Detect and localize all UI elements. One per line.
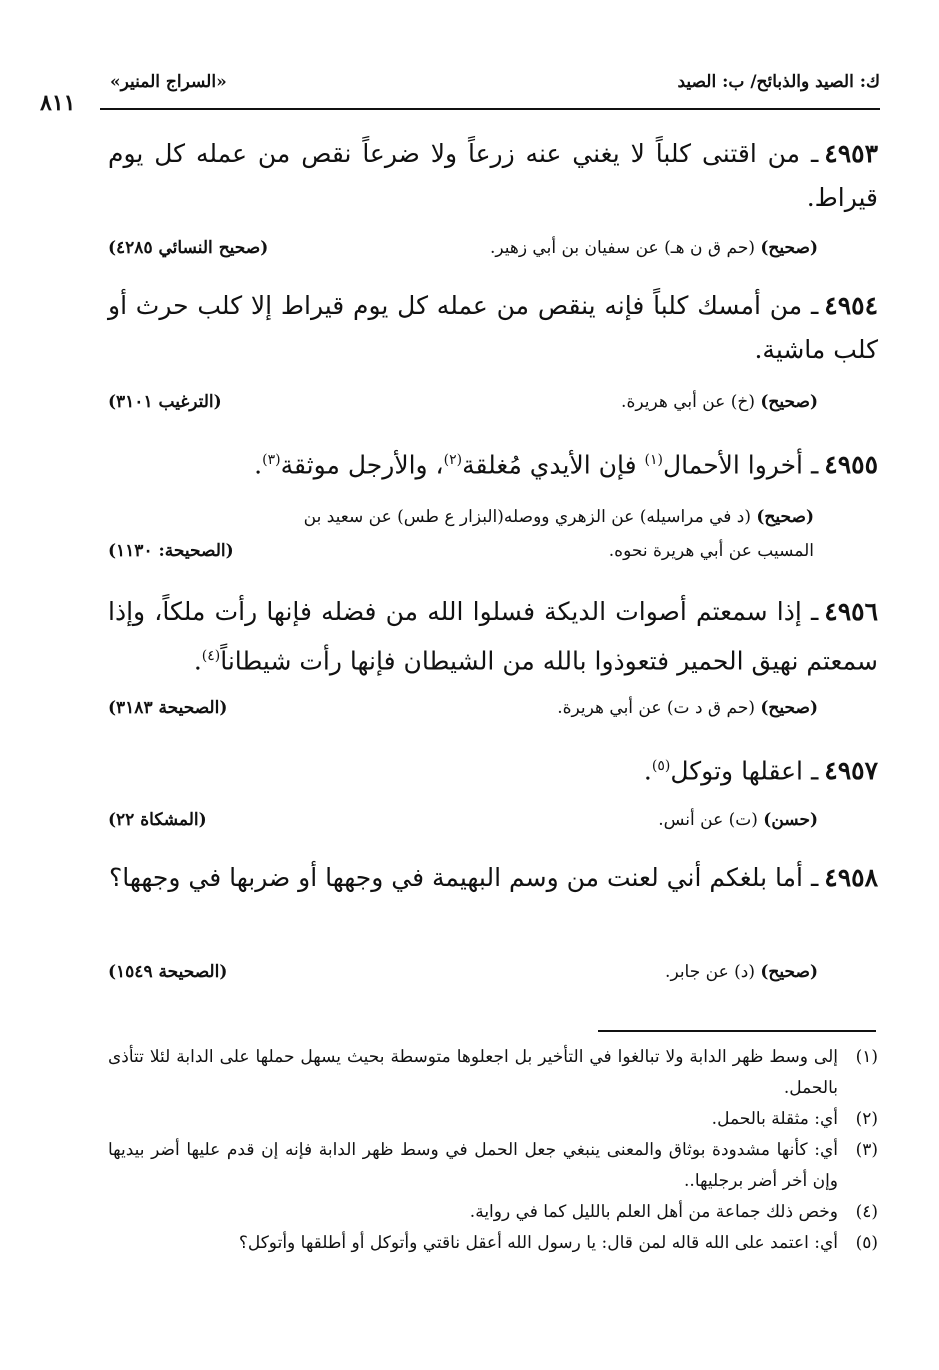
source-line bbox=[108, 962, 878, 990]
hadith-text: ـ من أمسك كلباً فإنه ينقص من عمله كل يوم قيراط إلا كلب حرث أو كلب ماشية. bbox=[108, 291, 878, 364]
chapter-title: ك: الصيد والذبائح/ ب: الصيد bbox=[677, 72, 880, 92]
narration: (د) عن جابر. bbox=[665, 962, 755, 982]
narration: (خ) عن أبي هريرة. bbox=[621, 392, 755, 412]
grade: (صحيح) bbox=[760, 238, 818, 258]
footnote-text: أي: كأنها مشدودة بوثاق والمعنى ينبغي جعل الحمل في وسط ظهر الدابة فإنه إن قدم عليها أضر بيديها وإن أخر أضر برجليها.. bbox=[108, 1140, 838, 1191]
grade: (حسن) bbox=[763, 810, 818, 830]
footnote-marker: (٥) bbox=[651, 758, 671, 774]
footnote-text: أي: مثقلة بالحمل. bbox=[711, 1109, 838, 1129]
grade: (صحيح) bbox=[760, 698, 818, 718]
reference: (الصحيحة: ١١٣٠) bbox=[108, 541, 234, 561]
hadith-text: ـ من اقتنى كلباً لا يغني عنه زرعاً ولا ضرعاً نقص من عمله كل يوم قيراط. bbox=[108, 139, 878, 212]
narration: (حم ق ن هـ) عن سفيان بن أبي زهير. bbox=[489, 238, 755, 258]
hadith-text: . bbox=[254, 450, 263, 480]
grade-line bbox=[621, 392, 818, 412]
book-title: «السراج المنير» bbox=[110, 72, 227, 92]
hadith-text: . bbox=[193, 646, 202, 676]
grade-line bbox=[658, 810, 818, 830]
hadith-number: ٤٩٥٦ bbox=[824, 597, 878, 626]
hadith-4954 bbox=[108, 284, 878, 372]
hadith-text: ـ أخروا الأحمال bbox=[662, 450, 819, 480]
footnote-number: (٢) bbox=[855, 1109, 878, 1129]
header-rule bbox=[100, 108, 880, 110]
reference: (المشكاة ٢٢) bbox=[108, 810, 207, 830]
grade: (صحيح) bbox=[760, 392, 818, 412]
source-line bbox=[108, 810, 878, 838]
hadith-text: ـ اعقلها وتوكل bbox=[670, 756, 819, 786]
narration: (د في مراسيله) عن الزهري ووصله(البزار ع طس) عن سعيد بن المسيب عن أبي هريرة نحوه. bbox=[303, 507, 814, 561]
hadith-text: ـ أما بلغكم أني لعنت من وسم البهيمة في وجهها أو ضربها في وجهها؟ bbox=[108, 863, 819, 892]
hadith-number: ٤٩٥٣ bbox=[824, 139, 878, 168]
footnote-text: إلى وسط ظهر الدابة ولا تبالغوا في التأخير بل اجعلوها متوسطة بحيث يسهل حملها على الدابة لئلا تتأذى بالحمل. bbox=[108, 1047, 838, 1098]
page-header bbox=[40, 72, 880, 116]
footnote-number: (٥) bbox=[855, 1233, 878, 1253]
footnote bbox=[108, 1104, 878, 1135]
hadith-number: ٤٩٥٤ bbox=[824, 291, 878, 320]
grade-line bbox=[557, 698, 818, 718]
hadith-4953 bbox=[108, 132, 878, 220]
hadith-number: ٤٩٥٨ bbox=[824, 863, 878, 892]
footnote-number: (٣) bbox=[855, 1140, 878, 1160]
hadith-4957 bbox=[108, 744, 878, 793]
hadith-4955 bbox=[108, 438, 878, 487]
hadith-text: . bbox=[643, 756, 652, 786]
footnote-text: أي: اعتمد على الله قاله لمن قال: يا رسول الله أعقل ناقتي وأتوكل أو أطلقها وأتوكل؟ bbox=[238, 1233, 838, 1253]
reference: (الصحيحة ١٥٤٩) bbox=[108, 962, 228, 982]
source-line bbox=[108, 238, 878, 266]
footnote-marker: (٣) bbox=[262, 452, 281, 468]
footnote-number: (٤) bbox=[855, 1202, 878, 1222]
source-line bbox=[108, 698, 878, 726]
narration: (حم ق د ت) عن أبي هريرة. bbox=[557, 698, 755, 718]
footnote-number: (١) bbox=[855, 1047, 878, 1067]
reference: (الترغيب ٣١٠١) bbox=[108, 392, 222, 412]
narration: (ت) عن أنس. bbox=[658, 810, 758, 830]
hadith-text: ـ إذا سمعتم أصوات الديكة فسلوا الله من فضله فإنها رأت ملكاً، وإذا سمعتم نهيق الحمير فتعوذوا بالله من الشيطان فإنها رأت شيطاناً bbox=[108, 597, 878, 676]
hadith-number: ٤٩٥٧ bbox=[824, 756, 878, 786]
grade: (صحيح) bbox=[760, 962, 818, 982]
hadith-text: ، والأرجل موثقة bbox=[280, 450, 444, 480]
footnote-marker: (٢) bbox=[443, 452, 463, 468]
hadith-number: ٤٩٥٥ bbox=[824, 450, 878, 480]
source-line bbox=[108, 392, 878, 420]
footnote bbox=[108, 1197, 878, 1228]
footnote-rule bbox=[598, 1030, 876, 1032]
hadith-4956 bbox=[108, 590, 878, 683]
page-number: ٨١١ bbox=[40, 90, 76, 116]
grade-line bbox=[665, 962, 818, 982]
footnote bbox=[108, 1042, 878, 1104]
source-line bbox=[108, 500, 878, 572]
footnote-text: وخص ذلك جماعة من أهل العلم بالليل كما في رواية. bbox=[469, 1202, 838, 1222]
footnote-marker: (٤) bbox=[201, 648, 221, 664]
grade: (صحيح) bbox=[756, 507, 814, 527]
grade-line bbox=[490, 238, 818, 258]
footnote bbox=[108, 1228, 878, 1259]
footnote bbox=[108, 1135, 878, 1197]
hadith-4958 bbox=[108, 856, 878, 900]
footnote-marker: (١) bbox=[644, 452, 663, 468]
footnotes bbox=[108, 1042, 878, 1259]
reference: (صحيح النسائي ٤٢٨٥) bbox=[108, 238, 269, 258]
reference: (الصحيحة ٣١٨٣) bbox=[108, 698, 228, 718]
hadith-text: فإن الأيدي مُغلقة bbox=[462, 450, 645, 480]
